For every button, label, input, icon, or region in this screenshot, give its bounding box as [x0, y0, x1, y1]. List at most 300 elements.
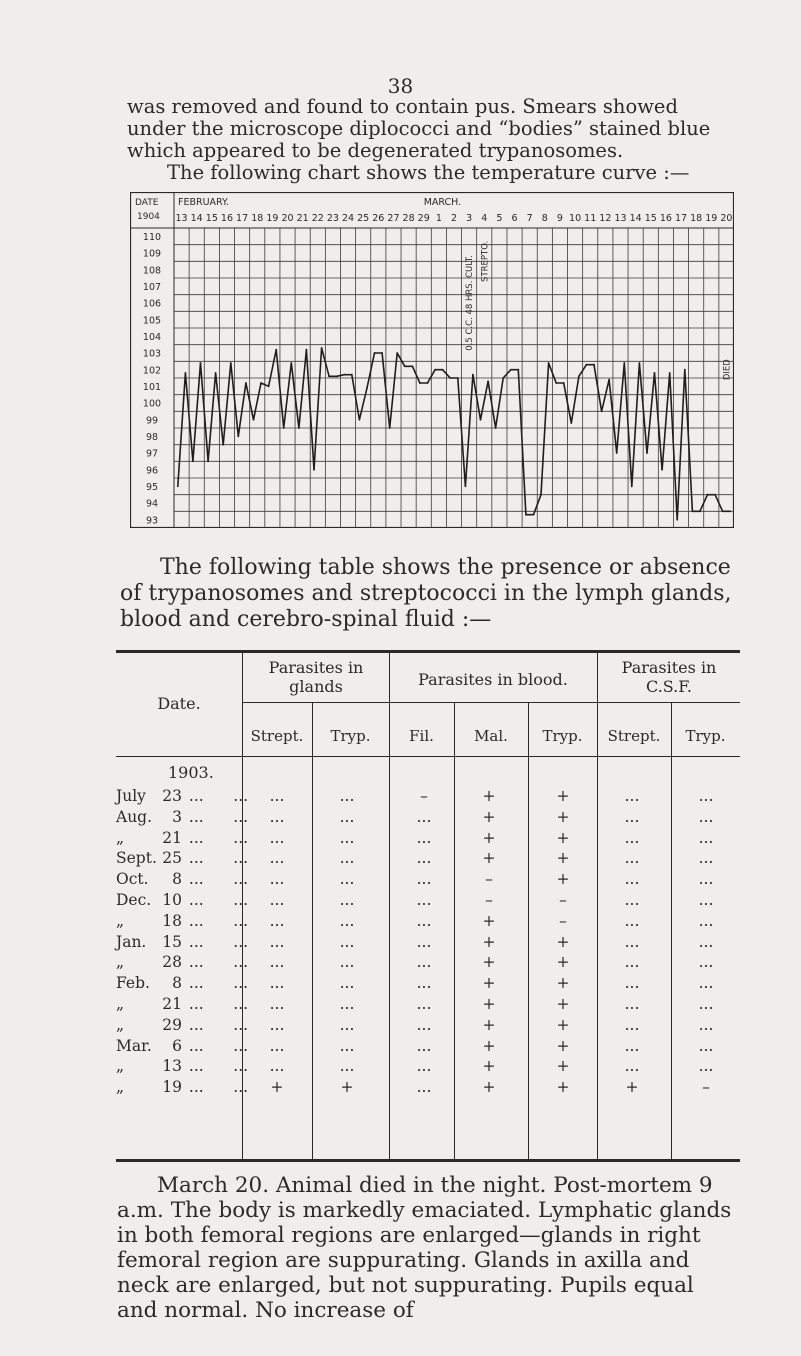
table-intro-paragraph: [120, 555, 740, 633]
corner-label-year: 1904: [137, 212, 160, 222]
day-tick-label: 5: [496, 213, 503, 224]
leader-dots: ... ...: [184, 1057, 249, 1076]
temp-tick-label: 99: [145, 415, 159, 427]
temperature-point: [306, 349, 308, 351]
table-cell: ...: [269, 911, 285, 930]
day-tick-label: 24: [342, 213, 355, 224]
temperature-point: [222, 444, 224, 446]
day-tick-label: 3: [466, 213, 473, 224]
day-tick-label: 21: [296, 213, 309, 224]
csf-group-header: Parasites in C.S.F.: [621, 658, 717, 696]
table-cell: ...: [339, 995, 355, 1013]
temperature-point: [654, 372, 656, 374]
temperature-point: [502, 377, 504, 379]
temperature-point: [722, 510, 724, 512]
table-cell: ...: [416, 870, 432, 889]
day-tick-label: 19: [705, 213, 718, 224]
temperature-point: [328, 375, 330, 377]
day-tick-label: 2: [450, 213, 458, 224]
temperature-point: [548, 362, 550, 364]
day-tick-label: 28: [402, 213, 415, 224]
day-tick-label: 17: [674, 213, 688, 224]
row-day: 3: [172, 807, 182, 826]
temp-tick-label: 97: [145, 448, 159, 460]
month-label: FEBRUARY.: [178, 197, 229, 208]
day-tick-label: 13: [614, 213, 627, 224]
day-tick-label: 22: [311, 213, 324, 224]
table-cell: ...: [269, 1057, 285, 1076]
table-cell: ...: [624, 891, 640, 909]
corner-label-date: DATE: [135, 198, 159, 208]
temperature-point: [268, 385, 270, 387]
temperature-point: [495, 427, 497, 429]
row-day: 10: [162, 891, 182, 909]
temperature-point: [608, 379, 610, 381]
table-cell: ...: [624, 807, 640, 826]
table-row: [116, 849, 740, 868]
parasite-table: [116, 650, 740, 1163]
table-cell: +: [482, 787, 496, 805]
subheader-tryp: Tryp.: [330, 727, 371, 745]
table-cell: ...: [698, 849, 714, 868]
row-month: „: [116, 1015, 125, 1034]
chart-intro-text: The following chart shows the temperature curve :—: [167, 161, 690, 184]
table-cell: ...: [416, 891, 432, 909]
table-cell: +: [482, 807, 496, 826]
table-cell: +: [556, 932, 570, 951]
table-cell: ...: [624, 1015, 640, 1034]
month-label: MARCH.: [423, 197, 462, 208]
table-cell: +: [556, 1036, 570, 1055]
table-cell: ...: [339, 849, 355, 868]
table-cell: +: [556, 974, 570, 993]
temperature-point: [540, 494, 542, 496]
table-cell: ...: [339, 953, 355, 972]
row-day: 23: [162, 787, 182, 805]
day-tick-label: 18: [690, 213, 703, 224]
temperature-point: [586, 364, 588, 366]
chart-annotation: DIED: [722, 359, 733, 381]
table-cell: +: [482, 1057, 496, 1076]
table-cell: ...: [698, 807, 714, 826]
row-month: „: [116, 1078, 125, 1097]
temperature-point: [434, 369, 436, 371]
row-month: Jan.: [116, 932, 147, 951]
table-cell: ...: [269, 974, 285, 993]
temperature-point: [699, 510, 701, 512]
temperature-point: [684, 369, 686, 371]
temp-tick-label: 96: [145, 465, 159, 477]
table-cell: ...: [339, 911, 355, 930]
closing-paragraph: [117, 1173, 737, 1323]
day-tick-label: 16: [220, 213, 234, 224]
chart-svg: [130, 192, 734, 528]
leader-dots: ... ...: [184, 911, 249, 930]
table-cell: ...: [624, 953, 640, 972]
temperature-point: [177, 485, 179, 487]
temperature-point: [404, 365, 406, 367]
temperature-point: [616, 452, 618, 454]
temperature-point: [465, 485, 467, 487]
temperature-point: [275, 349, 277, 351]
temperature-point: [623, 362, 625, 364]
table-row: [116, 1078, 740, 1097]
temperature-point: [707, 494, 709, 496]
table-cell: ...: [339, 787, 355, 805]
temp-tick-label: 108: [142, 265, 162, 277]
table-cell: +: [482, 1036, 496, 1055]
temperature-point: [555, 382, 557, 384]
leader-dots: ... ...: [184, 953, 249, 972]
row-month: July: [116, 787, 146, 805]
table-cell: +: [556, 1057, 570, 1076]
header-divider: [116, 756, 740, 757]
table-cell: ...: [269, 932, 285, 951]
temperature-point: [237, 435, 239, 437]
row-day: 18: [162, 911, 182, 930]
table-cell: +: [482, 849, 496, 868]
table-cell: +: [556, 995, 570, 1013]
temperature-point: [525, 514, 527, 516]
temperature-point: [215, 372, 217, 374]
temperature-point: [419, 382, 421, 384]
temp-tick-label: 93: [145, 515, 159, 527]
table-cell: ...: [698, 974, 714, 993]
table-cell: ...: [269, 1015, 285, 1034]
table-cell: –: [420, 787, 428, 805]
year-label: 1903.: [168, 763, 214, 782]
table-cell: ...: [624, 974, 640, 993]
leader-dots: ... ...: [184, 828, 249, 847]
table-row: [116, 829, 740, 848]
table-bottom-rule: [116, 1159, 740, 1162]
table-row: [116, 787, 740, 806]
closing-text: March 20. Animal died in the night. Post-mortem 9 a.m. The body is markedly emaciated. Lymphatic glands in both femoral regions are enlarged—glands in right femoral region are suppurating. Glands in axilla and neck are enlarged, but not suppurating. Pupils equal and normal. No increase of: [117, 1173, 732, 1323]
table-cell: +: [556, 1015, 570, 1034]
table-cell: +: [625, 1078, 639, 1097]
table-cell: +: [482, 932, 496, 951]
temperature-point: [253, 419, 255, 421]
date-header: Date.: [157, 694, 201, 713]
day-tick-label: 27: [387, 213, 400, 224]
table-cell: ...: [269, 807, 285, 826]
day-tick-label: 9: [556, 213, 563, 224]
table-cell: ...: [416, 1036, 432, 1055]
day-tick-label: 11: [584, 213, 597, 224]
table-cell: ...: [269, 953, 285, 972]
table-cell: +: [556, 787, 570, 805]
day-tick-label: 20: [720, 213, 733, 224]
table-cell: ...: [339, 870, 355, 889]
group-divider: [242, 702, 740, 703]
day-tick-label: 14: [190, 213, 203, 224]
table-row: [116, 870, 740, 889]
subheader-tryp: Tryp.: [685, 727, 726, 745]
table-cell: ...: [416, 932, 432, 951]
subheader-fil: Fil.: [409, 727, 434, 745]
table-cell: +: [556, 849, 570, 868]
temperature-point: [729, 510, 731, 512]
temperature-point: [449, 377, 451, 379]
day-tick-label: 12: [599, 213, 612, 224]
temperature-point: [601, 410, 603, 412]
temperature-point: [593, 364, 595, 366]
temp-tick-label: 95: [145, 482, 159, 493]
temperature-point: [366, 387, 368, 389]
table-cell: –: [485, 891, 493, 909]
day-tick-label: 19: [266, 213, 279, 224]
table-cell: ...: [416, 1057, 432, 1076]
table-cell: ...: [698, 828, 714, 847]
table-row: [116, 974, 740, 993]
table-cell: +: [270, 1078, 284, 1097]
row-month: Sept.: [116, 849, 157, 868]
table-cell: ...: [416, 953, 432, 972]
row-day: 8: [172, 974, 182, 993]
row-day: 13: [162, 1057, 182, 1076]
row-day: 6: [172, 1036, 182, 1055]
table-intro-text: The following table shows the presence or absence of trypanosomes and streptococci in the lymph glands, blood and cerebro-spinal fluid :—: [120, 555, 732, 632]
day-tick-label: 1: [435, 213, 442, 224]
table-cell: ...: [624, 932, 640, 951]
temp-tick-label: 103: [142, 348, 162, 360]
subheader-strept: Strept.: [607, 727, 661, 745]
table-cell: ...: [624, 870, 640, 889]
temp-tick-label: 101: [142, 382, 162, 393]
day-tick-label: 29: [417, 213, 430, 224]
subheader-strept: Strept.: [250, 727, 304, 745]
temp-tick-label: 110: [142, 232, 162, 243]
temperature-point: [389, 427, 391, 429]
table-row: [116, 953, 740, 972]
temperature-point: [313, 469, 315, 471]
leader-dots: ... ...: [184, 891, 249, 909]
table-cell: –: [702, 1078, 710, 1097]
table-cell: ...: [624, 787, 640, 805]
table-cell: ...: [416, 911, 432, 930]
temperature-point: [283, 427, 285, 429]
temperature-point: [510, 369, 512, 371]
day-tick-label: 13: [175, 213, 188, 224]
table-cell: ...: [698, 1015, 714, 1034]
day-tick-label: 6: [511, 213, 518, 224]
temperature-point: [359, 419, 361, 421]
day-tick-label: 7: [526, 213, 533, 224]
temperature-point: [412, 365, 414, 367]
table-cell: ...: [339, 807, 355, 826]
row-day: 21: [162, 995, 182, 1013]
table-cell: +: [556, 1078, 570, 1097]
row-month: „: [116, 828, 125, 847]
table-row: [116, 1016, 740, 1035]
table-cell: ...: [624, 849, 640, 868]
row-month: Dec.: [116, 891, 152, 909]
row-day: 25: [162, 849, 182, 868]
temperature-point: [343, 374, 345, 376]
leader-dots: ... ...: [184, 787, 249, 805]
table-cell: ...: [339, 891, 355, 909]
leader-dots: ... ...: [184, 870, 249, 889]
leader-dots: ... ...: [184, 995, 249, 1013]
table-cell: ...: [698, 911, 714, 930]
row-month: Feb.: [116, 974, 150, 993]
table-cell: +: [340, 1078, 354, 1097]
row-day: 8: [172, 870, 182, 889]
temp-tick-label: 109: [142, 248, 162, 260]
leader-dots: ... ...: [184, 974, 249, 993]
table-cell: ...: [339, 828, 355, 847]
temperature-point: [192, 460, 194, 462]
table-cell: ...: [698, 870, 714, 889]
table-cell: ...: [624, 1036, 640, 1055]
table-cell: –: [559, 891, 567, 909]
table-cell: ...: [269, 828, 285, 847]
table-cell: ...: [698, 891, 714, 909]
temperature-point: [381, 352, 383, 354]
row-day: 21: [162, 828, 182, 847]
table-cell: ...: [339, 932, 355, 951]
table-cell: ...: [339, 1057, 355, 1076]
row-month: „: [116, 953, 125, 972]
temperature-curve: [178, 348, 733, 520]
table-cell: ...: [698, 932, 714, 951]
chart-annotation: STREPTO.: [480, 240, 491, 282]
day-tick-label: 14: [629, 213, 642, 224]
table-cell: ...: [269, 891, 285, 909]
temp-tick-label: 98: [145, 432, 159, 443]
temperature-point: [639, 362, 641, 364]
temp-tick-label: 107: [142, 282, 162, 293]
temperature-point: [570, 422, 572, 424]
temperature-point: [442, 369, 444, 371]
table-cell: +: [556, 870, 570, 889]
table-cell: ...: [416, 849, 432, 868]
temperature-point: [714, 494, 716, 496]
table-cell: ...: [624, 1057, 640, 1076]
table-cell: –: [559, 911, 567, 930]
table-cell: ...: [698, 953, 714, 972]
temperature-point: [230, 362, 232, 364]
table-cell: ...: [624, 828, 640, 847]
table-cell: +: [482, 953, 496, 972]
row-day: 28: [162, 953, 182, 972]
day-tick-label: 17: [236, 213, 249, 224]
table-cell: ...: [698, 995, 714, 1013]
intro-paragraph: [127, 96, 727, 184]
temperature-point: [207, 460, 209, 462]
table-cell: ...: [339, 974, 355, 993]
table-cell: +: [482, 911, 496, 930]
day-tick-label: 15: [644, 213, 657, 224]
temperature-point: [563, 382, 565, 384]
temperature-point: [472, 374, 474, 376]
temperature-point: [676, 519, 678, 521]
temperature-point: [245, 382, 247, 384]
table-cell: ...: [339, 1015, 355, 1034]
table-row: [116, 1037, 740, 1056]
temp-tick-label: 100: [142, 398, 162, 410]
table-row: [116, 808, 740, 827]
temperature-chart: [130, 192, 734, 528]
temperature-point: [457, 377, 459, 379]
temperature-point: [396, 352, 398, 354]
row-day: 19: [162, 1078, 182, 1097]
temperature-point: [260, 382, 262, 384]
table-cell: ...: [339, 1036, 355, 1055]
table-cell: ...: [698, 1057, 714, 1076]
day-tick-label: 10: [569, 213, 582, 224]
table-cell: ...: [416, 1078, 432, 1097]
temperature-point: [692, 510, 694, 512]
table-cell: ...: [416, 807, 432, 826]
leader-dots: ... ...: [184, 1036, 249, 1055]
day-tick-label: 26: [372, 213, 385, 224]
row-month: „: [116, 995, 125, 1013]
temperature-point: [321, 347, 323, 349]
temp-tick-label: 94: [145, 498, 159, 510]
row-day: 29: [162, 1015, 182, 1034]
table-cell: ...: [698, 787, 714, 805]
subheader-tryp: Tryp.: [542, 727, 583, 745]
table-cell: ...: [624, 911, 640, 930]
table-row: [116, 891, 740, 910]
table-cell: ...: [416, 995, 432, 1013]
temperature-point: [336, 375, 338, 377]
day-tick-label: 20: [281, 213, 294, 224]
row-month: Mar.: [116, 1036, 152, 1055]
table-cell: ...: [416, 828, 432, 847]
day-tick-label: 15: [205, 213, 218, 224]
temperature-point: [631, 485, 633, 487]
temperature-point: [646, 452, 648, 454]
temperature-point: [374, 352, 376, 354]
temperature-point: [517, 369, 519, 371]
leader-dots: ... ...: [184, 1078, 249, 1097]
table-row: [116, 912, 740, 931]
table-cell: ...: [269, 870, 285, 889]
blood-group-header: Parasites in blood.: [418, 670, 568, 689]
table-cell: ...: [269, 995, 285, 1013]
table-cell: +: [556, 828, 570, 847]
table-cell: –: [485, 870, 493, 889]
table-cell: +: [482, 1078, 496, 1097]
day-tick-label: 4: [481, 213, 488, 224]
table-cell: +: [556, 953, 570, 972]
temperature-point: [427, 382, 429, 384]
row-month: „: [116, 1057, 125, 1076]
page-number: 38: [387, 74, 414, 98]
chart-annotation: 0.5 C.C. 48 HRS. CULT.: [465, 255, 476, 351]
table-cell: +: [482, 1015, 496, 1034]
temperature-point: [669, 372, 671, 374]
row-day: 15: [162, 932, 182, 951]
intro-text: was removed and found to contain pus. Smears showed under the microscope diplococci and “bodies” stained blue which appeared to be degenerated trypanosomes.: [127, 95, 711, 162]
day-tick-label: 8: [541, 213, 548, 224]
leader-dots: ... ...: [184, 1015, 249, 1034]
row-month: „: [116, 911, 125, 930]
temperature-point: [200, 362, 202, 364]
table-row: [116, 995, 740, 1014]
table-cell: ...: [269, 849, 285, 868]
table-cell: +: [556, 807, 570, 826]
table-row: [116, 1057, 740, 1076]
leader-dots: ... ...: [184, 932, 249, 951]
temperature-point: [480, 419, 482, 421]
row-month: Oct.: [116, 870, 149, 889]
temp-tick-label: 106: [142, 298, 162, 310]
temperature-point: [290, 362, 292, 364]
table-cell: ...: [624, 995, 640, 1013]
